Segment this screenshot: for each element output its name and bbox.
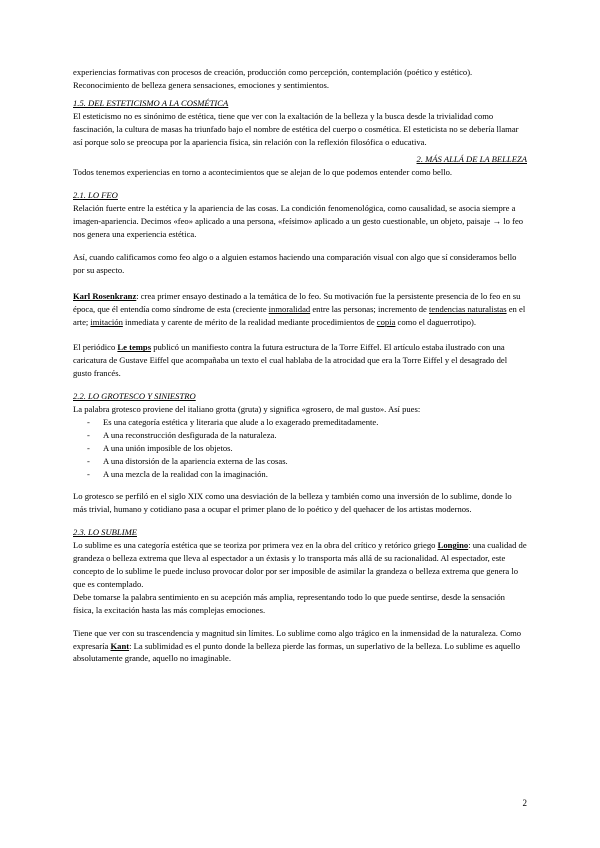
paragraph-longino: Lo sublime es una categoría estética que se teoriza por primera vez en la obra del crítico y retórico griego Longino: una cualidad de grandeza o belleza extrema que lleva al espectador a un éxtasis y lo transporta más allá de su racionalidad. Al espectador, este concepto de lo sublime le puede incluso provocar dolor por ser imposible de asimilar la grandeza o belleza extrema que genera lo que es contemplado. [73,540,527,589]
paragraph-esteticismo: El esteticismo no es sinónimo de estética, tiene que ver con la exaltación de la belleza y la busca desde la trivialidad como fascinación, la cultura de masas ha triunfado bajo el nombre de estética del cuerpo o cosmética. El esteticista no se debería llamar así porque solo se preocupa por la apariencia física, sin relación con la reflexión filosófica o educativa. [73,110,519,147]
name-le-temps: Le temps [117,342,152,353]
paragraph-rosenkranz: Karl Rosenkranz: crea primer ensayo destinado a la temática de lo feo. Su motivación fue la persistente presencia de lo feo en su época, que él entendía como síndrome de esta (creciente inmoralidad entre las personas; incremento de tendencias naturalistas en el arte; imitación inmediata y carente de mérito de la realidad mediante procedimientos de copia como el daguerrotipo). [73,290,526,327]
paragraph-comparacion-visual: Así, cuando calificamos como feo algo o a alguien estamos haciendo una comparación visual con algo que sí consideramos bello por su aspecto. [73,251,517,275]
list-item: - A una unión imposible de los objetos. [87,442,527,455]
paragraph-grotesco-siglo-xix: Lo grotesco se perfiló en el siglo XIX como una desviación de la belleza y también como una inversión de lo sublime, donde lo más trivial, humano y cotidiano pasa a ocupar el primer plano de lo poético y del quehacer de los artistas modernos. [73,491,512,515]
paragraph-experiencias: experiencias formativas con procesos de creación, producción como percepción, contemplación (poético y estético). Reconocimiento de belleza genera sensaciones, emociones y sentimientos. [73,67,473,90]
name-kant: Kant [110,640,130,651]
heading-esteticismo: 1.5. DEL ESTETICISMO A LA COSMÉTICA [73,97,229,108]
list-item: - A una distorsión de la apariencia externa de las cosas. [87,455,527,468]
list-item: - A una reconstrucción desfigurada de la naturaleza. [87,429,527,442]
heading-lo-feo: 2.1. LO FEO [73,190,118,201]
paragraph-relacion-estetica: Relación fuerte entre la estética y la apariencia de las cosas. La condición fenomenológica, como causalidad, se asocia siempre a imagen-apariencia. Decimos «feo» aplicado a una persona, «feísimo» aplicado a un gesto cuestionable, un objeto, paisaje → lo feo nos genera una experiencia estética. [73,203,524,239]
paragraph-grotesco-origen: La palabra grotesco proviene del italiano grotta (gruta) y significa «grosero, de mal gusto». Así pues: [73,404,421,415]
page-number: 2 [522,798,527,808]
grotesco-list [73,416,527,481]
paragraph-le-temps: El periódico Le temps publicó un manifiesto contra la futura estructura de la Torre Eiffel. El artículo estaba ilustrado con una caricatura de Gustave Eiffel que acompañaba un texto el cual hablaba de la atrocidad que era la Torre Eiffel y el desagrado del gusto francés. [73,342,508,379]
paragraph-experiencias-acontecimientos: Todos tenemos experiencias en torno a acontecimientos que se alejan de lo que podemos entender como bello. [73,167,453,178]
heading-mas-alla-belleza: 2. MÁS ALLÁ DE LA BELLEZA [416,154,527,165]
name-rosenkranz: Karl Rosenkranz [73,290,137,301]
heading-grotesco: 2.2. LO GROTESCO Y SINIESTRO [73,391,196,402]
list-item: - A una mezcla de la realidad con la imaginación. [87,468,527,481]
name-longino: Longino [437,540,469,551]
paragraph-sentimiento: Debe tomarse la palabra sentimiento en su acepción más amplia, representando todo lo que puede sentirse, desde la sensación física, la excitación hasta las más complejas emociones. [73,591,505,615]
heading-sublime: 2.3. LO SUBLIME [73,527,137,538]
paragraph-kant: Tiene que ver con su trascendencia y magnitud sin límites. Lo sublime como algo trágico en la inmensidad de la naturaleza. Como expresaría Kant: La sublimidad es el punto donde la belleza pierde las formas, un superlativo de la belleza. Lo sublime es aquello absolutamente grande, aquello no imaginable. [73,627,522,664]
list-item: - Es una categoría estética y literaria que alude a lo exagerado premeditadamente. [87,416,527,429]
